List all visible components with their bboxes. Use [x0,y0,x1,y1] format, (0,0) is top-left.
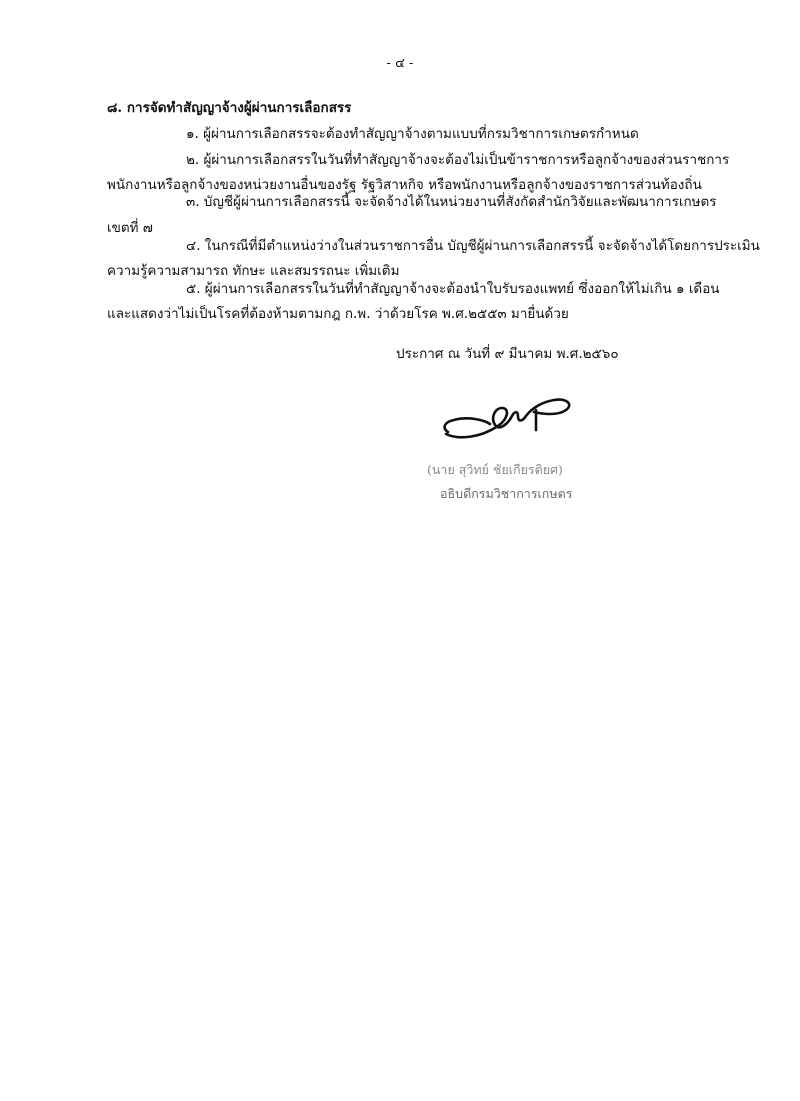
item-1: ๑. ผู้ผ่านการเลือกสรรจะต้องทำสัญญาจ้างตามแบบที่กรมวิชาการเกษตรกำหนด [186,126,639,142]
section-heading: ๘. การจัดทำสัญญาจ้างผู้ผ่านการเลือกสรร [107,100,352,116]
item-2-line-2: พนักงานหรือลูกจ้างของหน่วยงานอื่นของรัฐ รัฐวิสาหกิจ หรือพนักงานหรือลูกจ้างของราชการส่วนท้องถิ่น [107,177,702,193]
item-5-line-2: และแสดงว่าไม่เป็นโรคที่ต้องห้ามตามกฎ ก.พ. ว่าด้วยโรค พ.ศ.๒๕๕๓ มายื่นด้วย [107,306,569,322]
item-3-line-1: ๓. บัญชีผู้ผ่านการเลือกสรรนี้ จะจัดจ้างได้ในหน่วยงานที่สังกัดสำนักวิจัยและพัฒนาการเกษตร [186,194,717,210]
signatory-title: อธิบดีกรมวิชาการเกษตร [440,486,573,501]
signatory-name: (นาย สุวิทย์ ชัยเกียรติยศ) [427,462,563,477]
item-2-line-1: ๒. ผู้ผ่านการเลือกสรรในวันที่ทำสัญญาจ้างจะต้องไม่เป็นข้าราชการหรือลูกจ้างของส่วนราชการ [186,152,730,168]
item-4-line-2: ความรู้ความสามารถ ทักษะ และสมรรถนะ เพิ่มเติม [107,263,400,279]
announcement-date: ประกาศ ณ วันที่ ๙ มีนาคม พ.ศ.๒๕๖๐ [396,346,619,362]
item-3-line-2: เขตที่ ๗ [107,220,153,236]
signature-image [438,388,578,448]
page-number: - ๔ - [386,56,414,71]
item-4-line-1: ๔. ในกรณีที่มีตำแหน่งว่างในส่วนราชการอื่น บัญชีผู้ผ่านการเลือกสรรนี้ จะจัดจ้างได้โดยการประเมิน [186,238,760,254]
item-5-line-1: ๕. ผู้ผ่านการเลือกสรรในวันที่ทำสัญญาจ้างจะต้องนำใบรับรองแพทย์ ซึ่งออกให้ไม่เกิน ๑ เดือน [186,281,720,297]
